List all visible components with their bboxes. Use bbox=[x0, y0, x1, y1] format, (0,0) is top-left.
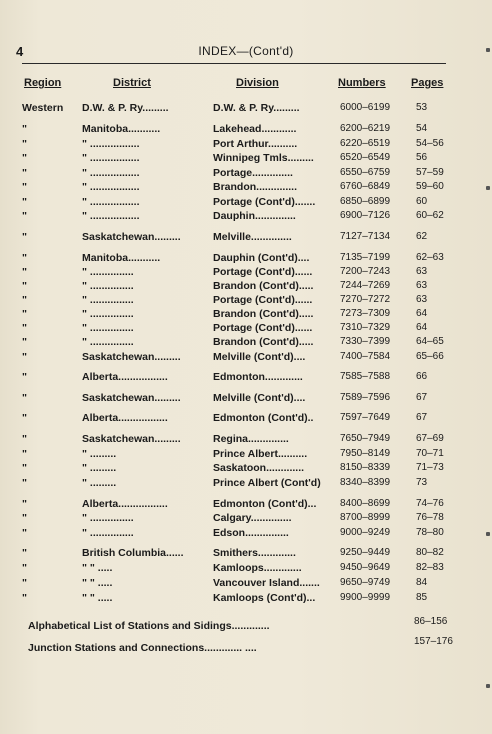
row-district: " ......... bbox=[82, 462, 117, 474]
row-numbers: 8400–8699 bbox=[340, 498, 391, 509]
row-numbers: 6520–6549 bbox=[340, 152, 391, 163]
column-header-district: District bbox=[113, 77, 151, 89]
row-division: Smithers............. bbox=[213, 547, 296, 559]
row-district: " " ..... bbox=[82, 592, 113, 604]
row-pages: 74–76 bbox=[416, 498, 444, 509]
row-region: " bbox=[22, 294, 27, 306]
row-region: " bbox=[22, 210, 27, 222]
row-division: Port Arthur.......... bbox=[213, 138, 298, 150]
table-row bbox=[0, 265, 492, 279]
row-district: Alberta................. bbox=[82, 412, 168, 424]
row-division: Brandon (Cont'd)..... bbox=[213, 336, 314, 348]
row-district: " ............... bbox=[82, 308, 134, 320]
row-region: " bbox=[22, 252, 27, 264]
footer-junction-stations: Junction Stations and Connections............. .... bbox=[28, 642, 257, 654]
row-district: Saskatchewan......... bbox=[82, 392, 181, 404]
row-district: " " ..... bbox=[82, 577, 113, 589]
row-division: Lakehead............ bbox=[213, 123, 297, 135]
row-pages: 67 bbox=[416, 412, 428, 423]
row-pages: 82–83 bbox=[416, 562, 444, 573]
row-region: " bbox=[22, 123, 27, 135]
table-row bbox=[0, 251, 492, 265]
row-pages: 67–69 bbox=[416, 433, 444, 444]
row-numbers: 7950–8149 bbox=[340, 448, 391, 459]
row-district: Alberta................. bbox=[82, 498, 168, 510]
row-pages: 63 bbox=[416, 294, 428, 305]
table-row bbox=[0, 230, 492, 244]
row-region: " bbox=[22, 231, 27, 243]
row-pages: 66 bbox=[416, 371, 428, 382]
row-division: Dauphin (Cont'd).... bbox=[213, 252, 310, 264]
row-district: " ......... bbox=[82, 477, 117, 489]
table-row bbox=[0, 561, 492, 575]
row-district: " ................. bbox=[82, 196, 140, 208]
row-region: Western bbox=[22, 102, 64, 114]
row-pages: 78–80 bbox=[416, 527, 444, 538]
row-district: Manitoba........... bbox=[82, 123, 161, 135]
row-pages: 73 bbox=[416, 477, 428, 488]
row-region: " bbox=[22, 266, 27, 278]
row-numbers: 7270–7272 bbox=[340, 294, 391, 305]
row-region: " bbox=[22, 138, 27, 150]
row-region: " bbox=[22, 181, 27, 193]
row-pages: 67 bbox=[416, 392, 428, 403]
row-district: D.W. & P. Ry......... bbox=[82, 102, 169, 114]
row-district: " ............... bbox=[82, 336, 134, 348]
row-region: " bbox=[22, 280, 27, 292]
row-district: " ................. bbox=[82, 181, 140, 193]
table-row bbox=[0, 511, 492, 525]
row-division: Vancouver Island....... bbox=[213, 577, 320, 589]
column-header-pages: Pages bbox=[411, 77, 444, 89]
row-division: Brandon.............. bbox=[213, 181, 298, 193]
row-division: Portage (Cont'd)...... bbox=[213, 294, 313, 306]
row-pages: 60 bbox=[416, 196, 428, 207]
row-division: Kamloops (Cont'd)... bbox=[213, 592, 316, 604]
row-region: " bbox=[22, 547, 27, 559]
row-region: " bbox=[22, 322, 27, 334]
row-pages: 85 bbox=[416, 592, 428, 603]
row-pages: 54–56 bbox=[416, 138, 444, 149]
page-edge-mark bbox=[486, 186, 490, 190]
row-pages: 62–63 bbox=[416, 252, 444, 263]
row-region: " bbox=[22, 562, 27, 574]
row-pages: 76–78 bbox=[416, 512, 444, 523]
row-pages: 57–59 bbox=[416, 167, 444, 178]
row-district: " ............... bbox=[82, 266, 134, 278]
row-division: Saskatoon............. bbox=[213, 462, 305, 474]
row-district: " ......... bbox=[82, 448, 117, 460]
page-edge-mark bbox=[486, 684, 490, 688]
row-pages: 56 bbox=[416, 152, 428, 163]
row-numbers: 6760–6849 bbox=[340, 181, 391, 192]
row-division: D.W. & P. Ry......... bbox=[213, 102, 300, 114]
row-district: " ............... bbox=[82, 527, 134, 539]
row-numbers: 7589–7596 bbox=[340, 392, 391, 403]
row-region: " bbox=[22, 392, 27, 404]
row-division: Edmonton............. bbox=[213, 371, 303, 383]
row-numbers: 7310–7329 bbox=[340, 322, 391, 333]
table-row bbox=[0, 122, 492, 136]
row-pages: 63 bbox=[416, 280, 428, 291]
row-numbers: 8340–8399 bbox=[340, 477, 391, 488]
row-numbers: 8700–8999 bbox=[340, 512, 391, 523]
row-numbers: 7135–7199 bbox=[340, 252, 391, 263]
row-numbers: 7330–7399 bbox=[340, 336, 391, 347]
row-pages: 64 bbox=[416, 322, 428, 333]
row-region: " bbox=[22, 527, 27, 539]
table-row bbox=[0, 476, 492, 490]
row-district: Saskatchewan......... bbox=[82, 433, 181, 445]
row-numbers: 6200–6219 bbox=[340, 123, 391, 134]
row-region: " bbox=[22, 412, 27, 424]
table-row bbox=[0, 335, 492, 349]
row-numbers: 7244–7269 bbox=[340, 280, 391, 291]
table-row bbox=[0, 497, 492, 511]
row-district: Manitoba........... bbox=[82, 252, 161, 264]
row-numbers: 6220–6519 bbox=[340, 138, 391, 149]
table-row bbox=[0, 576, 492, 590]
row-numbers: 6550–6759 bbox=[340, 167, 391, 178]
row-pages: 63 bbox=[416, 266, 428, 277]
row-division: Portage.............. bbox=[213, 167, 293, 179]
header-rule bbox=[22, 63, 446, 64]
row-division: Calgary.............. bbox=[213, 512, 292, 524]
row-district: " ................. bbox=[82, 167, 140, 179]
page-number: 4 bbox=[16, 44, 24, 59]
row-pages: 71–73 bbox=[416, 462, 444, 473]
table-row bbox=[0, 307, 492, 321]
row-division: Winnipeg Tmls......... bbox=[213, 152, 314, 164]
table-row bbox=[0, 350, 492, 364]
table-row bbox=[0, 195, 492, 209]
row-division: Regina.............. bbox=[213, 433, 289, 445]
row-district: British Columbia...... bbox=[82, 547, 184, 559]
row-pages: 54 bbox=[416, 123, 428, 134]
row-division: Edmonton (Cont'd).. bbox=[213, 412, 314, 424]
row-numbers: 7400–7584 bbox=[340, 351, 391, 362]
row-pages: 64–65 bbox=[416, 336, 444, 347]
row-region: " bbox=[22, 462, 27, 474]
table-row bbox=[0, 370, 492, 384]
row-region: " bbox=[22, 512, 27, 524]
table-row bbox=[0, 137, 492, 151]
row-district: " ................. bbox=[82, 210, 140, 222]
row-division: Prince Albert (Cont'd) bbox=[213, 477, 321, 489]
row-numbers: 9000–9249 bbox=[340, 527, 391, 538]
footer-alphabetical-list: Alphabetical List of Stations and Sidings............. bbox=[28, 620, 270, 632]
row-pages: 59–60 bbox=[416, 181, 444, 192]
footer-junction-pages: 157–176 bbox=[414, 636, 453, 647]
row-division: Portage (Cont'd)...... bbox=[213, 322, 313, 334]
row-division: Brandon (Cont'd)..... bbox=[213, 308, 314, 320]
row-region: " bbox=[22, 371, 27, 383]
row-region: " bbox=[22, 336, 27, 348]
row-district: " ............... bbox=[82, 512, 134, 524]
column-header-numbers: Numbers bbox=[338, 77, 386, 89]
table-row bbox=[0, 591, 492, 605]
table-row bbox=[0, 166, 492, 180]
row-region: " bbox=[22, 498, 27, 510]
row-numbers: 7650–7949 bbox=[340, 433, 391, 444]
row-pages: 64 bbox=[416, 308, 428, 319]
table-row bbox=[0, 321, 492, 335]
row-numbers: 6850–6899 bbox=[340, 196, 391, 207]
table-row bbox=[0, 151, 492, 165]
page-title: INDEX—(Cont'd) bbox=[198, 44, 294, 58]
table-row bbox=[0, 447, 492, 461]
column-header-region: Region bbox=[24, 77, 62, 89]
row-district: " ................. bbox=[82, 152, 140, 164]
table-row bbox=[0, 279, 492, 293]
row-numbers: 9450–9649 bbox=[340, 562, 391, 573]
table-row bbox=[0, 461, 492, 475]
table-row bbox=[0, 391, 492, 405]
row-region: " bbox=[22, 448, 27, 460]
row-district: " ............... bbox=[82, 322, 134, 334]
row-region: " bbox=[22, 196, 27, 208]
page-edge-mark bbox=[486, 532, 490, 536]
table-row bbox=[0, 101, 492, 115]
row-division: Portage (Cont'd)...... bbox=[213, 266, 313, 278]
row-pages: 84 bbox=[416, 577, 428, 588]
row-region: " bbox=[22, 167, 27, 179]
row-numbers: 6900–7126 bbox=[340, 210, 391, 221]
row-numbers: 9250–9449 bbox=[340, 547, 391, 558]
row-district: " " ..... bbox=[82, 562, 113, 574]
table-row bbox=[0, 526, 492, 540]
row-region: " bbox=[22, 152, 27, 164]
row-numbers: 6000–6199 bbox=[340, 102, 391, 113]
row-region: " bbox=[22, 433, 27, 445]
row-division: Edson............... bbox=[213, 527, 289, 539]
row-division: Edmonton (Cont'd)... bbox=[213, 498, 317, 510]
row-district: Alberta................. bbox=[82, 371, 168, 383]
row-division: Dauphin.............. bbox=[213, 210, 296, 222]
row-pages: 62 bbox=[416, 231, 428, 242]
row-district: " ............... bbox=[82, 294, 134, 306]
row-division: Melville (Cont'd).... bbox=[213, 392, 306, 404]
table-row bbox=[0, 293, 492, 307]
table-row bbox=[0, 411, 492, 425]
row-division: Melville.............. bbox=[213, 231, 292, 243]
row-district: Saskatchewan......... bbox=[82, 231, 181, 243]
row-region: " bbox=[22, 477, 27, 489]
footer-alphabetical-pages: 86–156 bbox=[414, 616, 448, 627]
row-district: " ................. bbox=[82, 138, 140, 150]
row-region: " bbox=[22, 592, 27, 604]
row-division: Melville (Cont'd).... bbox=[213, 351, 306, 363]
row-numbers: 7597–7649 bbox=[340, 412, 391, 423]
row-pages: 60–62 bbox=[416, 210, 444, 221]
row-region: " bbox=[22, 308, 27, 320]
row-numbers: 9900–9999 bbox=[340, 592, 391, 603]
row-numbers: 7127–7134 bbox=[340, 231, 391, 242]
table-row bbox=[0, 432, 492, 446]
row-numbers: 7585–7588 bbox=[340, 371, 391, 382]
row-region: " bbox=[22, 577, 27, 589]
row-division: Brandon (Cont'd)..... bbox=[213, 280, 314, 292]
row-pages: 70–71 bbox=[416, 448, 444, 459]
table-row bbox=[0, 546, 492, 560]
row-region: " bbox=[22, 351, 27, 363]
row-division: Prince Albert.......... bbox=[213, 448, 308, 460]
row-numbers: 9650–9749 bbox=[340, 577, 391, 588]
row-district: " ............... bbox=[82, 280, 134, 292]
row-division: Portage (Cont'd)....... bbox=[213, 196, 316, 208]
row-pages: 65–66 bbox=[416, 351, 444, 362]
row-pages: 53 bbox=[416, 102, 428, 113]
table-row bbox=[0, 180, 492, 194]
page-edge-mark bbox=[486, 48, 490, 52]
column-header-division: Division bbox=[236, 77, 279, 89]
row-numbers: 7200–7243 bbox=[340, 266, 391, 277]
row-numbers: 7273–7309 bbox=[340, 308, 391, 319]
table-row bbox=[0, 209, 492, 223]
row-division: Kamloops............. bbox=[213, 562, 302, 574]
row-pages: 80–82 bbox=[416, 547, 444, 558]
row-numbers: 8150–8339 bbox=[340, 462, 391, 473]
row-district: Saskatchewan......... bbox=[82, 351, 181, 363]
